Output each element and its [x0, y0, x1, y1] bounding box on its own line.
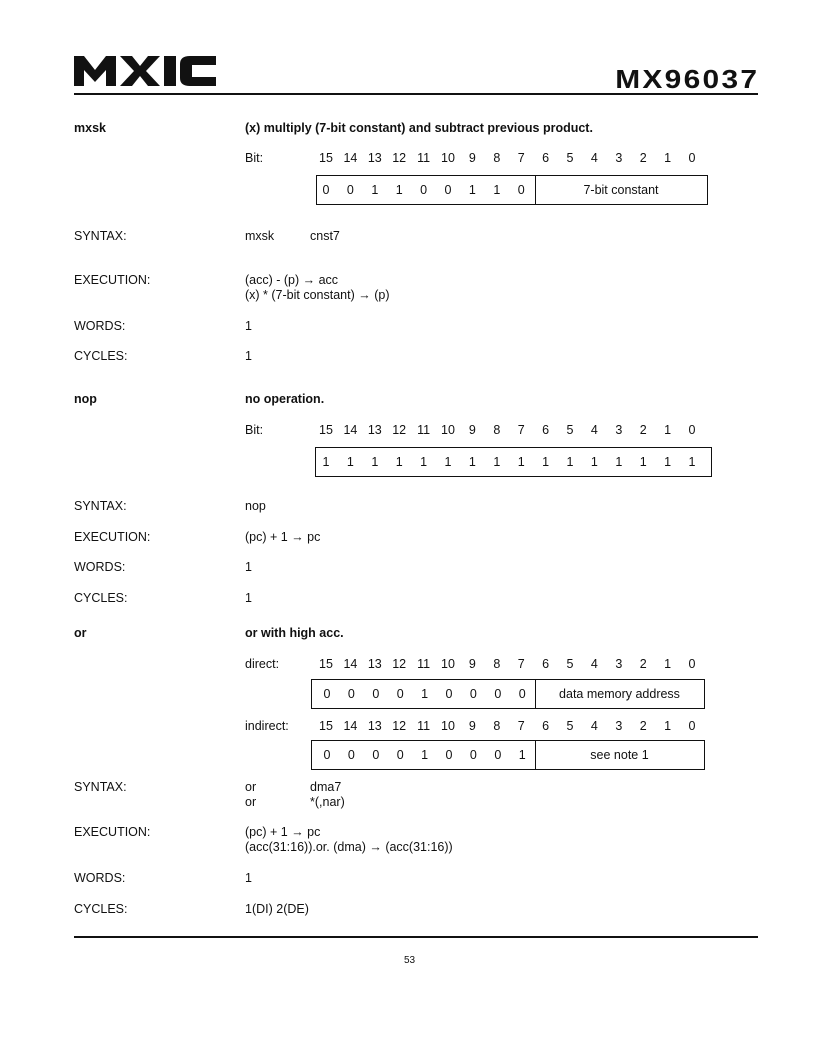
bit-number: 13: [367, 657, 382, 671]
or-direct-opcode-box: [311, 679, 705, 709]
mxsk-execution: [245, 273, 389, 303]
mxsk-words-label: WORDS:: [74, 319, 126, 333]
nop-mnemonic: nop: [74, 392, 97, 406]
bit-number: 6: [542, 423, 550, 437]
bit-number: 13: [367, 423, 382, 437]
mxsk-cycles: 1: [245, 349, 252, 363]
bit-number: 6: [542, 151, 550, 165]
or-syntax-args: [310, 780, 345, 810]
bit-number: 1: [664, 423, 672, 437]
mxsk-description: (x) multiply (7-bit constant) and subtract previous product.: [245, 121, 593, 135]
opcode-bit: 1: [639, 455, 647, 469]
bit-number: 4: [590, 423, 598, 437]
opcode-bit: 1: [444, 455, 452, 469]
mxsk-syntax-arg: cnst7: [310, 229, 340, 243]
opcode-bit: 0: [372, 687, 380, 701]
bit-number: 15: [319, 719, 333, 733]
or-direct-label: direct:: [245, 657, 280, 671]
opcode-bit: 0: [420, 183, 428, 197]
execution-line: (acc) - (p) → acc: [245, 273, 339, 287]
bit-number: 5: [566, 657, 574, 671]
bit-number: 5: [566, 151, 574, 165]
bit-number: 6: [542, 657, 550, 671]
opcode-bit: 1: [421, 687, 429, 701]
opcode-bit: 0: [444, 183, 452, 197]
bit-number: 7: [517, 719, 525, 733]
syntax-op: or: [245, 780, 257, 794]
page-number: 53: [403, 955, 416, 966]
or-words-label: WORDS:: [74, 871, 126, 885]
bit-number: 12: [392, 151, 407, 165]
opcode-bit: 1: [322, 455, 330, 469]
mxsk-syntax-label: SYNTAX:: [74, 229, 127, 243]
bit-number: 13: [367, 719, 382, 733]
or-indirect-field: see note 1: [590, 748, 649, 762]
bit-number: 1: [664, 657, 672, 671]
nop-bit-label: Bit:: [245, 423, 264, 437]
or-direct-field: data memory address: [559, 687, 680, 701]
opcode-bit: 1: [395, 183, 403, 197]
opcode-bit: 1: [517, 455, 525, 469]
mxsk-cycles-label: CYCLES:: [74, 349, 128, 363]
nop-opcode-box: [315, 447, 712, 477]
or-direct-bit-numbers: [320, 657, 710, 673]
or-description: or with high acc.: [245, 626, 344, 640]
execution-line: (x) * (7-bit constant) → (p): [245, 288, 390, 302]
opcode-bit: 1: [518, 748, 526, 762]
part-number: MX96037: [614, 64, 759, 94]
bit-number: 14: [343, 151, 358, 165]
nop-words-label: WORDS:: [74, 560, 126, 574]
opcode-bit: 0: [372, 748, 380, 762]
bit-number: 1: [664, 719, 672, 733]
execution-line: (pc) + 1 → pc: [245, 825, 321, 839]
bit-number: 15: [319, 151, 333, 165]
nop-syntax: nop: [245, 499, 266, 513]
nop-execution: (pc) + 1 → pc: [245, 530, 321, 544]
bit-number: 0: [688, 423, 696, 437]
opcode-bit: 0: [469, 748, 477, 762]
bit-number: 3: [615, 657, 623, 671]
bit-number: 8: [493, 657, 501, 671]
bit-number: 11: [417, 657, 431, 671]
opcode-bit: 0: [517, 183, 525, 197]
bit-number: 8: [493, 719, 501, 733]
bit-number: 4: [590, 657, 598, 671]
header-rule: [74, 93, 758, 95]
bit-number: 14: [343, 423, 358, 437]
bit-number: 11: [417, 151, 431, 165]
syntax-arg: dma7: [310, 780, 342, 794]
mxsk-field: 7-bit constant: [583, 183, 659, 197]
opcode-bit: 0: [518, 687, 526, 701]
mxsk-words: 1: [245, 319, 252, 333]
bit-number: 7: [517, 151, 525, 165]
bit-number: 9: [468, 657, 476, 671]
opcode-bit: 0: [347, 687, 355, 701]
bit-number: 12: [392, 423, 407, 437]
syntax-op: or: [245, 795, 257, 809]
bit-number: 1: [664, 151, 672, 165]
bit-number: 0: [688, 151, 696, 165]
or-syntax-label: SYNTAX:: [74, 780, 127, 794]
mxic-logo: [74, 56, 216, 86]
opcode-bit: 0: [445, 748, 453, 762]
opcode-bit: 1: [421, 748, 429, 762]
opcode-bit: 0: [396, 748, 404, 762]
bit-number: 9: [468, 151, 476, 165]
bit-number: 8: [493, 151, 501, 165]
bit-number: 10: [441, 151, 455, 165]
nop-bit-numbers: [320, 423, 710, 439]
opcode-bit: 1: [493, 183, 501, 197]
or-syntax-ops: [245, 780, 256, 810]
bit-number: 8: [493, 423, 501, 437]
bit-number: 12: [392, 657, 407, 671]
or-indirect-opcode-box: [311, 740, 705, 770]
opcode-bit: 1: [615, 455, 623, 469]
bit-number: 11: [417, 719, 431, 733]
mxsk-syntax-op: mxsk: [245, 229, 275, 243]
or-execution-label: EXECUTION:: [74, 825, 151, 839]
or-cycles: 1(DI) 2(DE): [245, 902, 309, 916]
nop-cycles-label: CYCLES:: [74, 591, 128, 605]
mxsk-bit-numbers: [320, 151, 710, 167]
nop-description: no operation.: [245, 392, 325, 406]
opcode-bit: 0: [347, 748, 355, 762]
bit-number: 5: [566, 423, 574, 437]
bit-number: 2: [639, 151, 647, 165]
bit-number: 6: [542, 719, 550, 733]
mxsk-opcode-box: [316, 175, 708, 205]
opcode-bit: 0: [396, 687, 404, 701]
bit-number: 15: [319, 423, 333, 437]
bit-number: 9: [468, 423, 476, 437]
bit-number: 2: [639, 719, 647, 733]
opcode-bit: 1: [468, 183, 476, 197]
opcode-bit: 0: [469, 687, 477, 701]
bit-number: 4: [590, 151, 598, 165]
bit-number: 0: [688, 657, 696, 671]
bit-number: 7: [517, 657, 525, 671]
opcode-bit: 1: [493, 455, 501, 469]
or-cycles-label: CYCLES:: [74, 902, 128, 916]
opcode-bit: 1: [590, 455, 598, 469]
opcode-bit: 1: [566, 455, 574, 469]
bit-number: 15: [319, 657, 333, 671]
mxsk-mnemonic: mxsk: [74, 121, 106, 135]
mxsk-execution-label: EXECUTION:: [74, 273, 151, 287]
or-words: 1: [245, 871, 252, 885]
bit-number: 10: [441, 423, 455, 437]
nop-execution-label: EXECUTION:: [74, 530, 151, 544]
bit-number: 0: [688, 719, 696, 733]
opcode-bit: 0: [322, 183, 330, 197]
or-indirect-bit-numbers: [320, 719, 710, 735]
nop-cycles: 1: [245, 591, 252, 605]
bit-number: 3: [615, 423, 623, 437]
opcode-bit: 1: [542, 455, 550, 469]
bit-number: 9: [468, 719, 476, 733]
bit-number: 7: [517, 423, 525, 437]
opcode-bit: 1: [395, 455, 403, 469]
opcode-bit: 1: [420, 455, 428, 469]
opcode-bit: 0: [494, 687, 502, 701]
mxsk-bit-label: Bit:: [245, 151, 264, 165]
opcode-bit: 0: [323, 687, 331, 701]
bit-number: 14: [343, 719, 358, 733]
bit-number: 10: [441, 719, 455, 733]
or-execution: [245, 825, 453, 855]
bit-number: 13: [367, 151, 382, 165]
bit-number: 10: [441, 657, 455, 671]
bit-number: 3: [615, 151, 623, 165]
opcode-bit: 1: [468, 455, 476, 469]
bit-number: 3: [615, 719, 623, 733]
opcode-bit: 0: [346, 183, 354, 197]
bit-number: 11: [417, 423, 431, 437]
opcode-bit: 0: [445, 687, 453, 701]
bit-number: 14: [343, 657, 358, 671]
bit-number: 5: [566, 719, 574, 733]
opcode-bit: 1: [371, 183, 379, 197]
or-mnemonic: or: [74, 626, 87, 640]
bit-number: 12: [392, 719, 407, 733]
bit-number: 2: [639, 423, 647, 437]
opcode-bit: 1: [346, 455, 354, 469]
bit-number: 4: [590, 719, 598, 733]
opcode-bit: 0: [323, 748, 331, 762]
opcode-bit: 1: [688, 455, 696, 469]
or-indirect-label: indirect:: [245, 719, 289, 733]
syntax-arg: *(,nar): [310, 795, 345, 809]
execution-line: (acc(31:16)).or. (dma) → (acc(31:16)): [245, 840, 453, 854]
opcode-bit: 1: [664, 455, 672, 469]
nop-syntax-label: SYNTAX:: [74, 499, 127, 513]
footer-rule: [74, 936, 758, 938]
opcode-bit: 1: [371, 455, 379, 469]
bit-number: 2: [639, 657, 647, 671]
nop-words: 1: [245, 560, 252, 574]
opcode-bit: 0: [494, 748, 502, 762]
